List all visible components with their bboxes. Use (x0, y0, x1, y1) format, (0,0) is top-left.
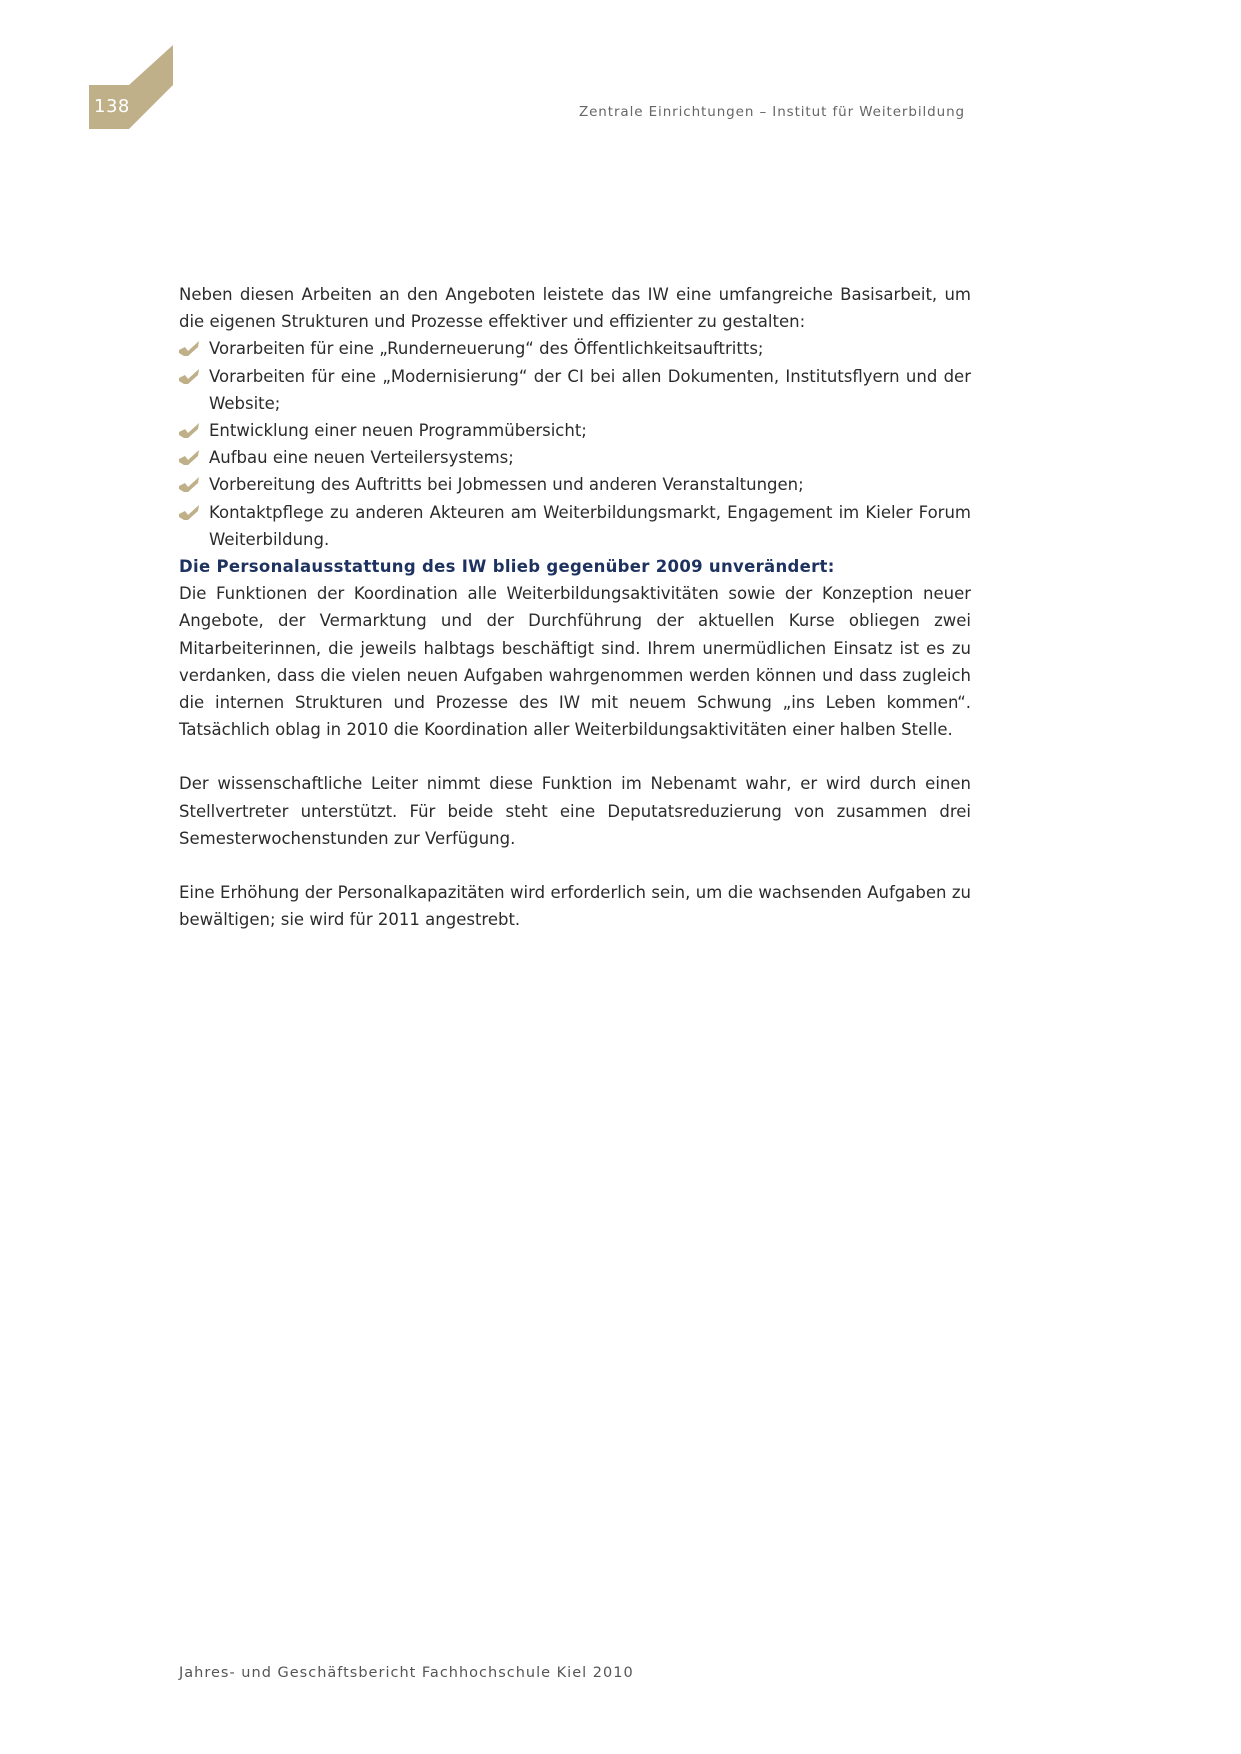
list-item-text: Entwicklung einer neuen Programmübersicht; (209, 421, 587, 441)
list-item (179, 417, 971, 444)
list-item-text: Vorarbeiten für eine „Runderneuerung“ des Öffentlichkeitsauftritts; (209, 339, 764, 359)
list-item (179, 471, 971, 498)
list-item (179, 444, 971, 471)
section-heading: Die Personalausstattung des IW blieb gegenüber 2009 unverändert: (179, 557, 835, 577)
running-header-title: Zentrale Einrichtungen – Institut für Weiterbildung (578, 104, 965, 120)
body-paragraph: Eine Erhöhung der Personalkapazitäten wird erforderlich sein, um die wachsenden Aufgaben zu bewältigen; sie wird für 2011 angestrebt. (179, 883, 971, 930)
page-number: 138 (94, 96, 130, 117)
footer-text: Jahres- und Geschäftsbericht Fachhochschule Kiel 2010 (179, 1665, 634, 1681)
list-item (179, 363, 971, 417)
checkmark-icon (179, 369, 199, 385)
list-item-text: Vorarbeiten für eine „Modernisierung“ der CI bei allen Dokumenten, Institutsflyern und der Website; (209, 366, 971, 413)
checkmark-icon (179, 477, 199, 493)
checkmark-icon (179, 423, 199, 439)
body-paragraph: Die Funktionen der Koordination alle Weiterbildungsaktivitäten sowie der Konzeption neuer Angebote, der Vermarktung und der Durchführung der aktuellen Kurse obliegen zwei Mitarbeiterinnen, die jeweils halbtags beschäftigt sind. Ihrem unermüdlichen Einsatz ist es zu verdanken, dass die vielen neuen Aufgaben wahrgenommen werden können und dass zugleich die internen Strukturen und Prozesse des IW mit neuem Schwung „ins Leben kommen“. Tatsächlich oblag in 2010 die Koordination aller Weiterbildungsaktivitäten einer halben Stelle. (179, 584, 971, 740)
list-item-text: Vorbereitung des Auftritts bei Jobmessen und anderen Veranstaltungen; (209, 475, 804, 495)
checkmark-icon (179, 450, 199, 466)
main-content (179, 281, 971, 933)
checkmark-icon (179, 341, 199, 357)
list-item (179, 335, 971, 362)
list-item-text: Aufbau eine neuen Verteilersystems; (209, 448, 514, 468)
checkmark-icon (179, 505, 199, 521)
body-paragraph: Der wissenschaftliche Leiter nimmt diese Funktion im Nebenamt wahr, er wird durch einen Stellvertreter unterstützt. Für beide steht eine Deputatsreduzierung von zusammen drei Semesterwochenstunden zur Verfügung. (179, 774, 971, 848)
list-item (179, 499, 971, 553)
list-item-text: Kontaktpflege zu anderen Akteuren am Weiterbildungsmarkt, Engagement im Kieler Forum Weiterbildung. (209, 502, 971, 549)
bullet-list (179, 335, 971, 553)
intro-paragraph: Neben diesen Arbeiten an den Angeboten leistete das IW eine umfangreiche Basisarbeit, um die eigenen Strukturen und Prozesse effektiver und effizienter zu gestalten: (179, 285, 971, 332)
